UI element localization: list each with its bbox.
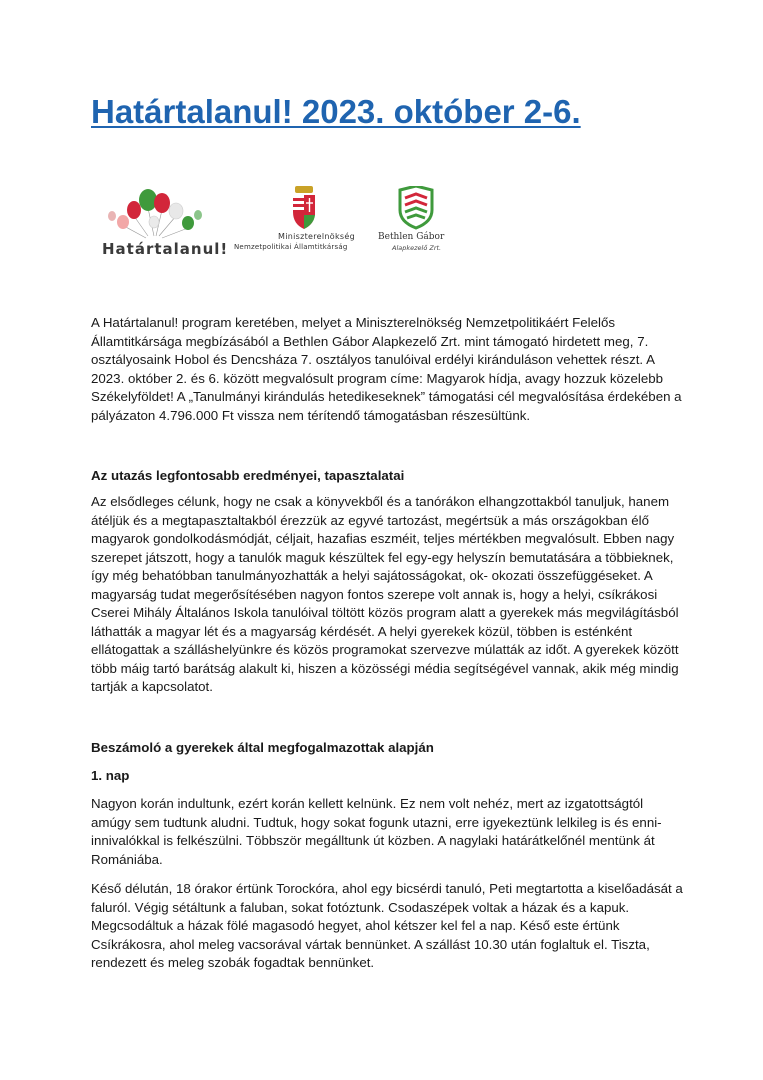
results-paragraph: Az elsődleges célunk, hogy ne csak a könyvekből és a tanórákon elhangzottakból tanuljuk, hanem átéljük és a megtapasztaltakból érezzük az egyvé tartozást, megértsük a más országokban élő magyarok gondolkodásmódját, céljait, hazafias eszméit, teljes mértékben megvalósult. Ebben nagy szerepet játszott, hogy a tanulók maguk készültek fel egy-egy helyszín bemutatására a többieknek, így még behatóbban tanulmányozhatták a helyi sajátosságokat, ok- okozati összefüggéseket. A magyarság tudat megerősítésében nagyon fontos szerepe volt annak is, hogy a helyi, csíkrákosi Cserei Mihály Általános Iskola tanulóival töltött közös program alatt a gyerekek más megvilágításból láthatták a magyar lét és a magyarság kérdését. A helyi gyerekek közül, többen is esténként ellátogattak a szálláshelyünkre és közös programokat szervezve múlatták az időt. A gyerekek között több máig tartó barátság alakult ki, hiszen a közösségi média segítségével vannak, akik még mindig tartják a kapcsolatot. <box>91 494 679 694</box>
ministry-name-line2: Nemzetpolitikai Államtitkárság <box>234 243 348 251</box>
ministry-name-line1: Miniszterelnökség <box>278 232 355 241</box>
hatartalanul-logo-text: Határtalanul! <box>102 240 229 258</box>
bethlen-name-line1: Bethlen Gábor <box>378 232 445 242</box>
hatartalanul-logo <box>96 186 229 266</box>
day-1-paragraph-2: Késő délután, 18 órakor értünk Torockóra, ahol egy bicsérdi tanuló, Peti megtartotta a kiselőadását a faluról. Végig sétáltunk a faluban, sokat fotóztunk. Csodaszépek voltak a házak és a kapuk. Megcsodáltuk a házak fölé magasodó hegyet, ahol kétszer kel fel a nap. Késő este értünk Csíkrákosra, ahol meleg vacsorával vártak bennünket. A szállást 10.30 után foglaltuk el. Tiszta, rendezett és meleg szobák fogadtak bennünket. <box>91 881 683 970</box>
day-1-heading: 1. nap <box>91 768 130 783</box>
section-heading-results: Az utazás legfontosabb eredményei, tapasztalatai <box>91 468 405 483</box>
balloons-icon <box>96 186 221 244</box>
logo-strip <box>96 186 476 266</box>
ministry-logo <box>234 186 374 266</box>
bethlen-shield-icon <box>378 186 463 230</box>
intro-paragraph: A Határtalanul! program keretében, melyet a Miniszterelnökség Nemzetpolitikáért Felelős Államtitkársága megbízásából a Bethlen Gábor Alapkezelő Zrt. mint támogató hirdetett meg, 7. osztályosaink Hobol és Dencsháza 7. osztályos tanulóival erdélyi kiránduláson vehettek részt. A 2023. október 2. és 6. között megvalósult program címe: Magyarok hídja, avagy hozzuk közelebb Székelyföldet! A „Tanulmányi kirándulás hetedikeseknek” támogatási cél megvalósítása érdekében a pályázaton 4.796.000 Ft vissza nem térítendő támogatásban részesültünk. <box>91 315 682 423</box>
bethlen-name-line2: Alapkezelő Zrt. <box>392 244 442 252</box>
page-title: Határtalanul! 2023. október 2-6. <box>91 93 581 130</box>
section-heading-report: Beszámoló a gyerekek által megfogalmazottak alapján <box>91 740 434 755</box>
hungarian-coat-of-arms-icon <box>234 186 374 230</box>
bethlen-gabor-logo <box>378 186 463 266</box>
day-1-paragraph-1: Nagyon korán indultunk, ezért korán kellett kelnünk. Ez nem volt nehéz, mert az izgatottságtól amúgy sem tudtunk aludni. Tudtuk, hogy sokat fogunk utazni, erre igyekeztünk lelkileg is és enni-innivalókkal is felkészülni. Többször megálltunk út közben. A nagylaki határátkelőnél mentünk át Romániába. <box>91 796 662 867</box>
